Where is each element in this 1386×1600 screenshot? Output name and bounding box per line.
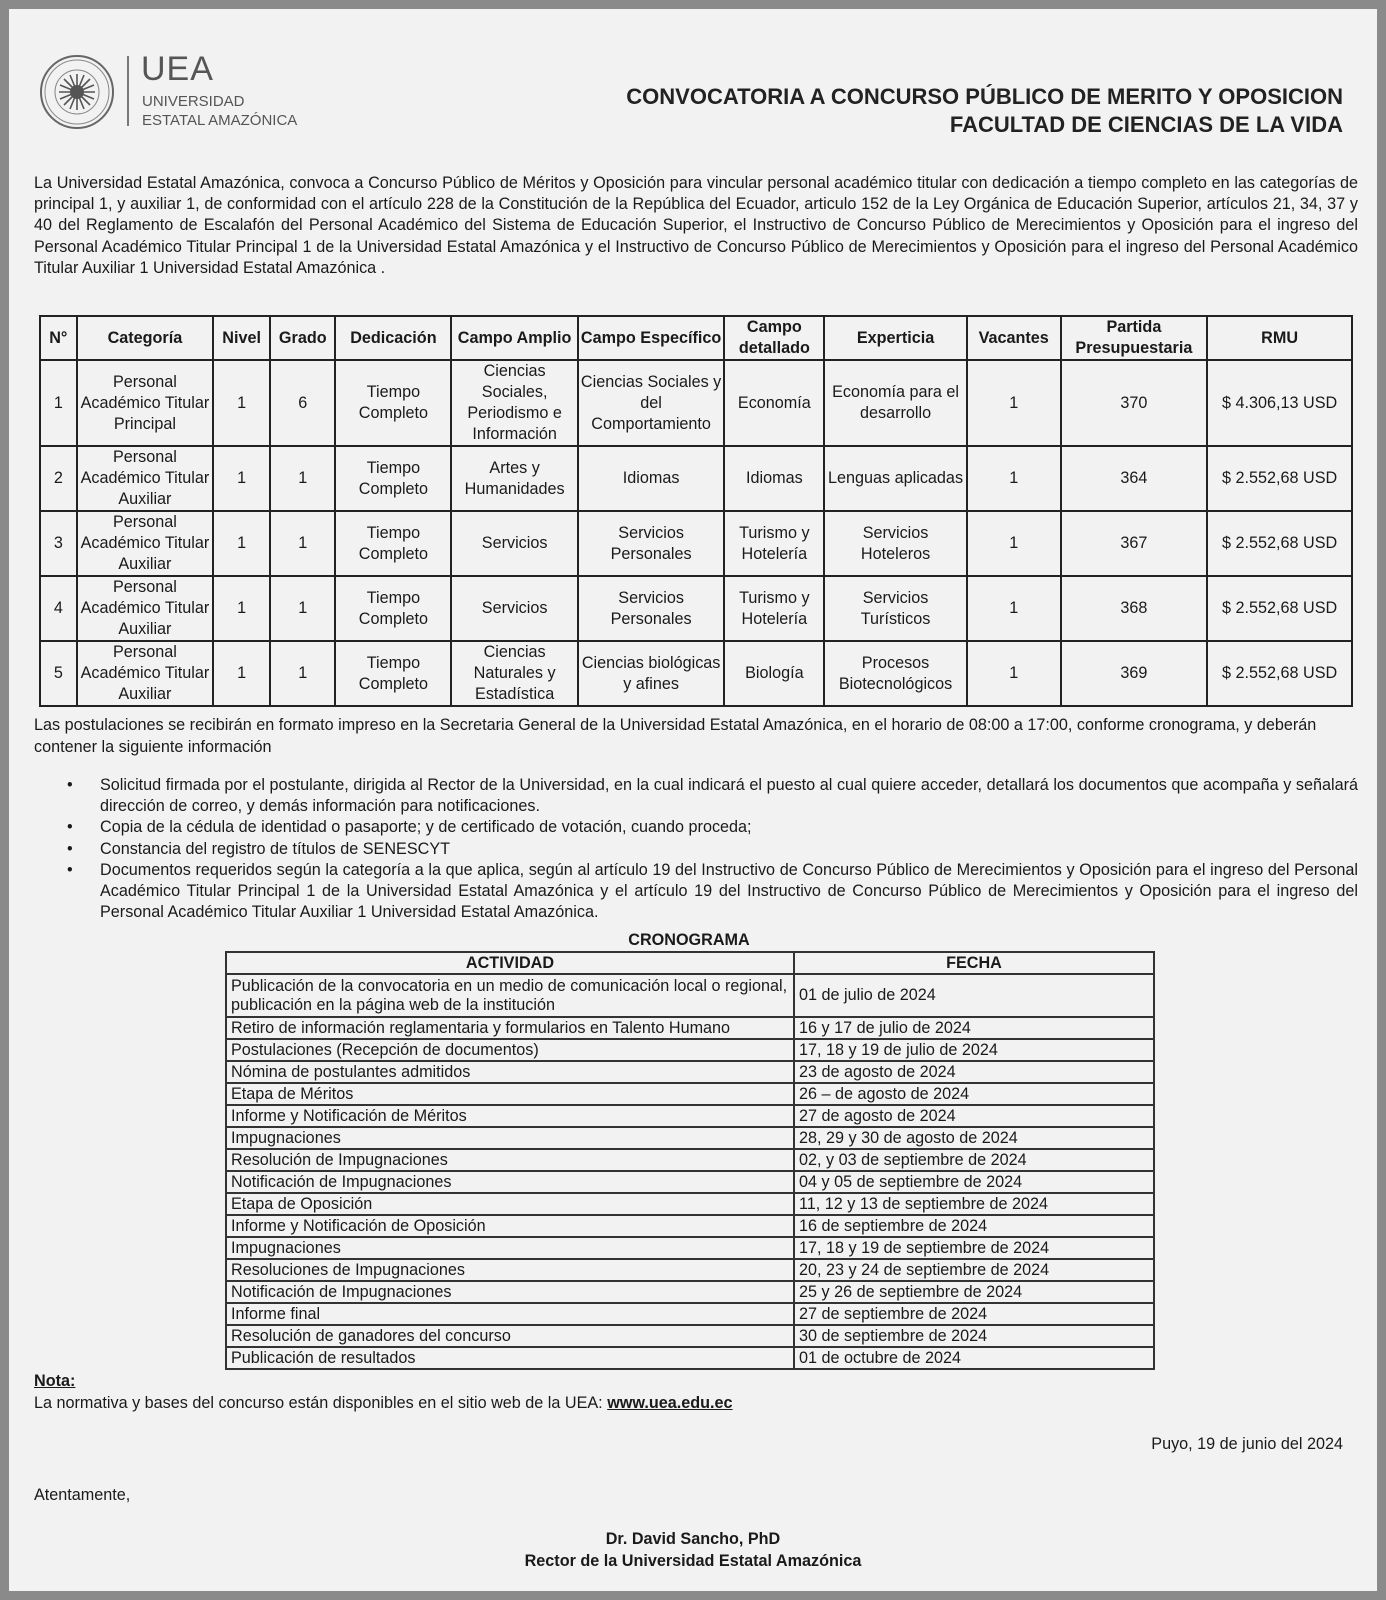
activity-cell: Publicación de resultados — [226, 1347, 794, 1369]
column-header: Partida Presupuestaria — [1061, 316, 1208, 360]
table-cell: Tiempo Completo — [335, 576, 451, 641]
column-header: Grado — [270, 316, 335, 360]
title-line-2: FACULTAD DE CIENCIAS DE LA VIDA — [949, 112, 1343, 137]
table-cell: Servicios Personales — [578, 576, 725, 641]
table-cell: 1 — [213, 511, 270, 576]
activity-cell: Resolución de ganadores del concurso — [226, 1325, 794, 1347]
table-row — [226, 1259, 1154, 1281]
table-row — [226, 1017, 1154, 1039]
table-cell: Personal Académico Titular Auxiliar — [77, 641, 213, 706]
column-header: Campo Amplio — [451, 316, 577, 360]
table-row — [226, 1215, 1154, 1237]
table-cell: Servicios Turísticos — [824, 576, 967, 641]
table-cell: 1 — [270, 446, 335, 511]
activity-cell: Notificación de Impugnaciones — [226, 1171, 794, 1193]
table-cell: 1 — [213, 641, 270, 706]
postulaciones-paragraph: Las postulaciones se recibirán en formato impreso en la Secretaria General de la Universidad Estatal Amazónica, en el horario de 08:00 a 17:00, conforme cronograma, y deberán contener la siguiente información — [34, 716, 1317, 756]
table-row — [226, 1237, 1154, 1259]
table-cell: Biología — [724, 641, 824, 706]
table-cell: Ciencias Sociales, Periodismo e Información — [451, 360, 577, 446]
positions-table-header — [40, 316, 1352, 360]
date-cell: 01 de julio de 2024 — [794, 974, 1154, 1017]
logo-line-2: ESTATAL AMAZÓNICA — [142, 112, 298, 129]
table-row — [226, 1325, 1154, 1347]
table-cell: Personal Académico Titular Auxiliar — [77, 446, 213, 511]
table-cell: Ciencias Naturales y Estadística — [451, 641, 577, 706]
table-cell: 1 — [213, 576, 270, 641]
table-cell: Economía — [724, 360, 824, 446]
column-header: RMU — [1207, 316, 1352, 360]
table-cell: Personal Académico Titular Auxiliar — [77, 576, 213, 641]
logo-line-1: UNIVERSIDAD — [142, 93, 245, 110]
place-date: Puyo, 19 de junio del 2024 — [1151, 1435, 1343, 1453]
table-row — [226, 1347, 1154, 1369]
cronograma-header — [226, 952, 1154, 974]
uea-logo — [39, 46, 329, 136]
column-header: N° — [40, 316, 77, 360]
table-cell: 3 — [40, 511, 77, 576]
list-item — [34, 817, 1358, 838]
table-row — [40, 511, 1352, 576]
column-header: Nivel — [213, 316, 270, 360]
table-cell: Tiempo Completo — [335, 360, 451, 446]
logo-name — [142, 92, 297, 130]
table-row — [40, 576, 1352, 641]
activity-cell: Postulaciones (Recepción de documentos) — [226, 1039, 794, 1061]
table-row — [226, 1193, 1154, 1215]
document-page — [9, 9, 1377, 1591]
table-row — [226, 1105, 1154, 1127]
date-cell: 16 de septiembre de 2024 — [794, 1215, 1154, 1237]
date-cell: 26 – de agosto de 2024 — [794, 1083, 1154, 1105]
table-cell: 364 — [1061, 446, 1208, 511]
date-cell: 11, 12 y 13 de septiembre de 2024 — [794, 1193, 1154, 1215]
table-row — [226, 1149, 1154, 1171]
table-cell: Turismo y Hotelería — [724, 576, 824, 641]
date-cell: 01 de octubre de 2024 — [794, 1347, 1154, 1369]
table-cell: Servicios — [451, 576, 577, 641]
table-cell: Artes y Humanidades — [451, 446, 577, 511]
table-row — [226, 1039, 1154, 1061]
title-line-1: CONVOCATORIA A CONCURSO PÚBLICO DE MERITO Y OPOSICION — [626, 84, 1343, 109]
table-row — [226, 1281, 1154, 1303]
cronograma-table — [225, 951, 1155, 1370]
date-cell: 23 de agosto de 2024 — [794, 1061, 1154, 1083]
table-cell: 2 — [40, 446, 77, 511]
table-cell: 368 — [1061, 576, 1208, 641]
date-cell: 30 de septiembre de 2024 — [794, 1325, 1154, 1347]
table-cell: 1 — [213, 360, 270, 446]
table-cell: 1 — [967, 576, 1061, 641]
table-cell: 1 — [967, 511, 1061, 576]
table-cell: 1 — [40, 360, 77, 446]
date-cell: 27 de agosto de 2024 — [794, 1105, 1154, 1127]
table-cell: 4 — [40, 576, 77, 641]
table-cell: 1 — [967, 360, 1061, 446]
activity-cell: Impugnaciones — [226, 1237, 794, 1259]
activity-cell: Etapa de Méritos — [226, 1083, 794, 1105]
bullet-icon: • — [67, 776, 73, 794]
date-cell: 17, 18 y 19 de septiembre de 2024 — [794, 1237, 1154, 1259]
table-cell: 369 — [1061, 641, 1208, 706]
date-cell: 25 y 26 de septiembre de 2024 — [794, 1281, 1154, 1303]
table-row — [40, 641, 1352, 706]
table-cell: 1 — [213, 446, 270, 511]
date-cell: 28, 29 y 30 de agosto de 2024 — [794, 1127, 1154, 1149]
logo-acronym: UEA — [141, 50, 214, 88]
table-cell: Servicios Hoteleros — [824, 511, 967, 576]
table-cell: Economía para el desarrollo — [824, 360, 967, 446]
university-seal-icon — [39, 54, 115, 130]
logo-divider — [127, 56, 129, 126]
intro-paragraph: La Universidad Estatal Amazónica, convoca a Concurso Público de Méritos y Oposición para vincular personal académico titular con dedicación a tiempo completo en las categorías de principal 1, y auxiliar 1, de conformidad con el artículo 228 de la Constitución de la República del Ecuador, articulo 152 de la Ley Orgánica de Educación Superior, artículos 21, 34, 37 y 40 del Reglamento de Escalafón del Personal Académico del Sistema de Educación Superior, el Instructivo de Concurso Público de Merecimientos y Oposición para el ingreso del Personal Académico Titular Principal 1 de la Universidad Estatal Amazónica y el Instructivo de Concurso Público de Merecimientos y Oposición para el ingreso del Personal Académico Titular Auxiliar 1 Universidad Estatal Amazónica . — [34, 174, 1358, 277]
activity-cell: Informe y Notificación de Méritos — [226, 1105, 794, 1127]
bullet-icon: • — [67, 839, 73, 858]
table-row — [40, 446, 1352, 511]
list-item — [34, 839, 1358, 860]
activity-cell: Impugnaciones — [226, 1127, 794, 1149]
signature-block — [9, 1529, 1377, 1572]
table-row — [226, 1171, 1154, 1193]
requirement-text: Copia de la cédula de identidad o pasaporte; y de certificado de votación, cuando proceda; — [100, 818, 752, 837]
requirement-text: Solicitud firmada por el postulante, dirigida al Rector de la Universidad, en la cual indicará el puesto al cual quiere acceder, detallará los documentos que acompaña y señalará dirección de correo, y demás información para notificaciones. — [100, 776, 1358, 816]
activity-cell: Informe final — [226, 1303, 794, 1325]
table-cell: Idiomas — [578, 446, 725, 511]
cronograma-title: CRONOGRAMA — [628, 931, 750, 949]
column-header: Vacantes — [967, 316, 1061, 360]
activity-cell: Etapa de Oposición — [226, 1193, 794, 1215]
document-title — [626, 83, 1343, 139]
signer-name: Dr. David Sancho, PhD — [605, 1530, 781, 1548]
column-header: Dedicación — [335, 316, 451, 360]
table-cell: Tiempo Completo — [335, 446, 451, 511]
requirement-text: Documentos requeridos según la categoría a la que aplica, según al artículo 19 del Instructivo de Concurso Público de Merecimientos y Oposición para el ingreso del Personal Académico Titular Principal 1 de la Universidad Estatal Amazónica y el artículo 19 del Instructivo de Concurso Público de Merecimientos y Oposición para el ingreso del Personal Académico Titular Auxiliar 1 Universidad Estatal Amazónica. — [100, 860, 1358, 922]
table-row — [226, 974, 1154, 1017]
website-link[interactable]: www.uea.edu.ec — [607, 1394, 733, 1412]
table-row — [226, 1061, 1154, 1083]
table-cell: Turismo y Hotelería — [724, 511, 824, 576]
table-cell: 1 — [967, 641, 1061, 706]
table-row — [226, 1127, 1154, 1149]
table-cell: 1 — [967, 446, 1061, 511]
table-cell: Personal Académico Titular Principal — [77, 360, 213, 446]
table-cell: 1 — [270, 511, 335, 576]
table-cell: Servicios — [451, 511, 577, 576]
table-cell: 5 — [40, 641, 77, 706]
activity-cell: Notificación de Impugnaciones — [226, 1281, 794, 1303]
table-cell: Ciencias Sociales y del Comportamiento — [578, 360, 725, 446]
date-cell: 17, 18 y 19 de julio de 2024 — [794, 1039, 1154, 1061]
table-cell: 1 — [270, 641, 335, 706]
table-cell: 1 — [270, 576, 335, 641]
list-item — [34, 775, 1358, 817]
table-cell: 367 — [1061, 511, 1208, 576]
date-cell: 04 y 05 de septiembre de 2024 — [794, 1171, 1154, 1193]
requirement-text: Constancia del registro de títulos de SENESCYT — [100, 839, 450, 858]
column-header: Experticia — [824, 316, 967, 360]
list-item — [34, 860, 1358, 924]
requirements-list — [34, 775, 1358, 923]
table-cell: $ 2.552,68 USD — [1207, 641, 1352, 706]
date-cell: 27 de septiembre de 2024 — [794, 1303, 1154, 1325]
date-cell: 20, 23 y 24 de septiembre de 2024 — [794, 1259, 1154, 1281]
table-cell: Idiomas — [724, 446, 824, 511]
column-header: Categoría — [77, 316, 213, 360]
table-cell: Tiempo Completo — [335, 511, 451, 576]
table-row — [226, 1083, 1154, 1105]
nota-text — [34, 1394, 733, 1413]
positions-table — [39, 315, 1353, 707]
bullet-icon: • — [67, 860, 73, 879]
activity-cell: Publicación de la convocatoria en un medio de comunicación local o regional, publicación en la página web de la institución — [226, 974, 794, 1017]
date-cell: 16 y 17 de julio de 2024 — [794, 1017, 1154, 1039]
table-cell: Procesos Biotecnológicos — [824, 641, 967, 706]
activity-cell: Resoluciones de Impugnaciones — [226, 1259, 794, 1281]
signer-title: Rector de la Universidad Estatal Amazónica — [524, 1551, 862, 1570]
table-cell: Servicios Personales — [578, 511, 725, 576]
table-cell: Lenguas aplicadas — [824, 446, 967, 511]
table-cell: 6 — [270, 360, 335, 446]
table-cell: Ciencias biológicas y afines — [578, 641, 725, 706]
table-cell: $ 2.552,68 USD — [1207, 576, 1352, 641]
table-cell: $ 2.552,68 USD — [1207, 511, 1352, 576]
table-cell: 370 — [1061, 360, 1208, 446]
nota-body: La normativa y bases del concurso están disponibles en el sitio web de la UEA: — [34, 1394, 608, 1412]
activity-cell: Retiro de información reglamentaria y formularios en Talento Humano — [226, 1017, 794, 1039]
column-header: Campo detallado — [724, 316, 824, 360]
column-header: Campo Específico — [578, 316, 725, 360]
activity-cell: Resolución de Impugnaciones — [226, 1149, 794, 1171]
bullet-icon: • — [67, 818, 73, 837]
table-cell: Personal Académico Titular Auxiliar — [77, 511, 213, 576]
table-row — [226, 1303, 1154, 1325]
date-cell: 02, y 03 de septiembre de 2024 — [794, 1149, 1154, 1171]
column-header: FECHA — [794, 952, 1154, 974]
closing-salutation: Atentamente, — [34, 1486, 131, 1504]
activity-cell: Nómina de postulantes admitidos — [226, 1061, 794, 1083]
activity-cell: Informe y Notificación de Oposición — [226, 1215, 794, 1237]
nota-heading: Nota: — [34, 1372, 76, 1390]
table-cell: Tiempo Completo — [335, 641, 451, 706]
table-cell: $ 2.552,68 USD — [1207, 446, 1352, 511]
table-cell: $ 4.306,13 USD — [1207, 360, 1352, 446]
column-header: ACTIVIDAD — [226, 952, 794, 974]
table-row — [40, 360, 1352, 446]
